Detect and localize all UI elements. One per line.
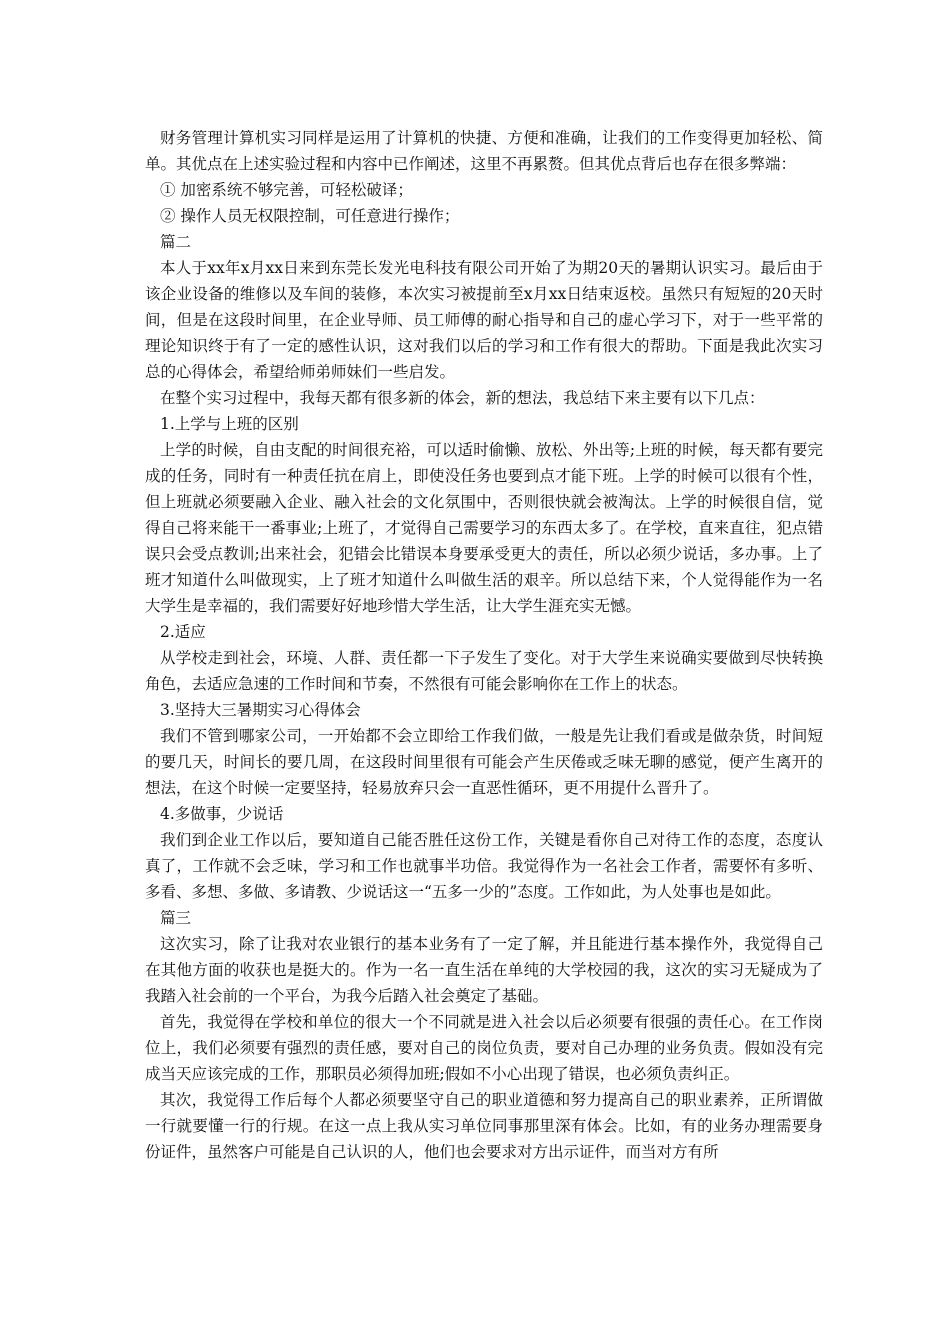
paragraph-responsibility: 首先，我觉得在学校和单位的很大一个不同就是进入社会以后必须要有很强的责任心。在工作岗位上，我们必须要有强烈的责任感，要对自己的岗位负责，要对自己办理的业务负责。假如没有完成当天应该完成的工作，那职员必须得加班;假如不小心出现了错误，也必须负责纠正。 — [145, 1013, 823, 1083]
paragraph-professional-ethics: 其次，我觉得工作后每个人都必须要坚守自己的职业道德和努力提高自己的职业素养，正所谓做一行就要懂一行的行规。在这一点上我从实习单位同事那里深有体会。比如，有的业务办理需要身份证件，虽然客户可能是自己认识的人，他们也会要求对方出示证件，而当对方有所 — [145, 1091, 823, 1161]
subheading-persist: 3.坚持大三暑期实习心得体会 — [160, 701, 361, 719]
list-item-permission: ② 操作人员无权限控制，可任意进行操作； — [160, 207, 460, 225]
document-body — [145, 125, 823, 1165]
section-heading-part3: 篇三 — [160, 909, 192, 927]
section-heading-part2: 篇二 — [160, 233, 192, 251]
subheading-do-more: 4.多做事，少说话 — [160, 805, 284, 823]
paragraph-intro: 财务管理计算机实习同样是运用了计算机的快捷、方便和准确，让我们的工作变得更加轻松、简单。其优点在上述实验过程和内容中已作阐述，这里不再累赘。但其优点背后也存在很多弊端： — [145, 129, 823, 173]
paragraph-persist: 我们不管到哪家公司，一开始都不会立即给工作我们做，一般是先让我们看或是做杂货，时间短的要几天，时间长的要几周，在这段时间里很有可能会产生厌倦或乏味无聊的感觉，便产生离开的想法，在这个时候一定要坚持，轻易放弃只会一直恶性循环，更不用提什么晋升了。 — [145, 727, 823, 797]
subheading-adapt: 2.适应 — [160, 623, 206, 641]
paragraph-do-more: 我们到企业工作以后，要知道自己能否胜任这份工作，关键是看你自己对待工作的态度，态度认真了，工作就不会乏味，学习和工作也就事半功倍。我觉得作为一名社会工作者，需要怀有多听、多看、多想、多做、多请教、少说话这一“五多一少的”态度。工作如此，为人处事也是如此。 — [145, 831, 823, 901]
paragraph-summary-points: 在整个实习过程中，我每天都有很多新的体会，新的想法，我总结下来主要有以下几点： — [160, 389, 765, 407]
list-item-encryption: ① 加密系统不够完善，可轻松破译； — [160, 181, 413, 199]
paragraph-school-vs-work: 上学的时候，自由支配的时间很充裕，可以适时偷懒、放松、外出等;上班的时候，每天都有要完成的任务，同时有一种责任抗在肩上，即使没任务也要到点才能下班。上学的时候可以很有个性，但上班就必须要融入企业、融入社会的文化氛围中，否则很快就会被淘汰。上学的时候很自信，觉得自己将来能干一番事业;上班了，才觉得自己需要学习的东西太多了。在学校，直来直往，犯点错误只会受点教训;出来社会，犯错会比错误本身要承受更大的责任，所以必须少说话，多办事。上了班才知道什么叫做现实，上了班才知道什么叫做生活的艰辛。所以总结下来，个人觉得能作为一名大学生是幸福的，我们需要好好地珍惜大学生活，让大学生涯充实无憾。 — [145, 441, 823, 615]
subheading-school-vs-work: 1.上学与上班的区别 — [160, 415, 299, 433]
paragraph-bank-internship: 这次实习，除了让我对农业银行的基本业务有了一定了解，并且能进行基本操作外，我觉得自己在其他方面的收获也是挺大的。作为一名一直生活在单纯的大学校园的我，这次的实习无疑成为了我踏入社会前的一个平台，为我今后踏入社会奠定了基础。 — [145, 935, 823, 1005]
paragraph-internship-intro: 本人于xx年x月xx日来到东莞长发光电科技有限公司开始了为期20天的暑期认识实习。最后由于该企业设备的维修以及车间的装修，本次实习被提前至x月xx日结束返校。虽然只有短短的20天时间，但是在这段时间里，在企业导师、员工师傅的耐心指导和自己的虚心学习下，对于一些平常的理论知识终于有了一定的感性认识，这对我们以后的学习和工作有很大的帮助。下面是我此次实习总的心得体会，希望给师弟师妹们一些启发。 — [145, 259, 823, 381]
paragraph-adapt: 从学校走到社会，环境、人群、责任都一下子发生了变化。对于大学生来说确实要做到尽快转换角色，去适应急速的工作时间和节奏，不然很有可能会影响你在工作上的状态。 — [145, 649, 823, 693]
